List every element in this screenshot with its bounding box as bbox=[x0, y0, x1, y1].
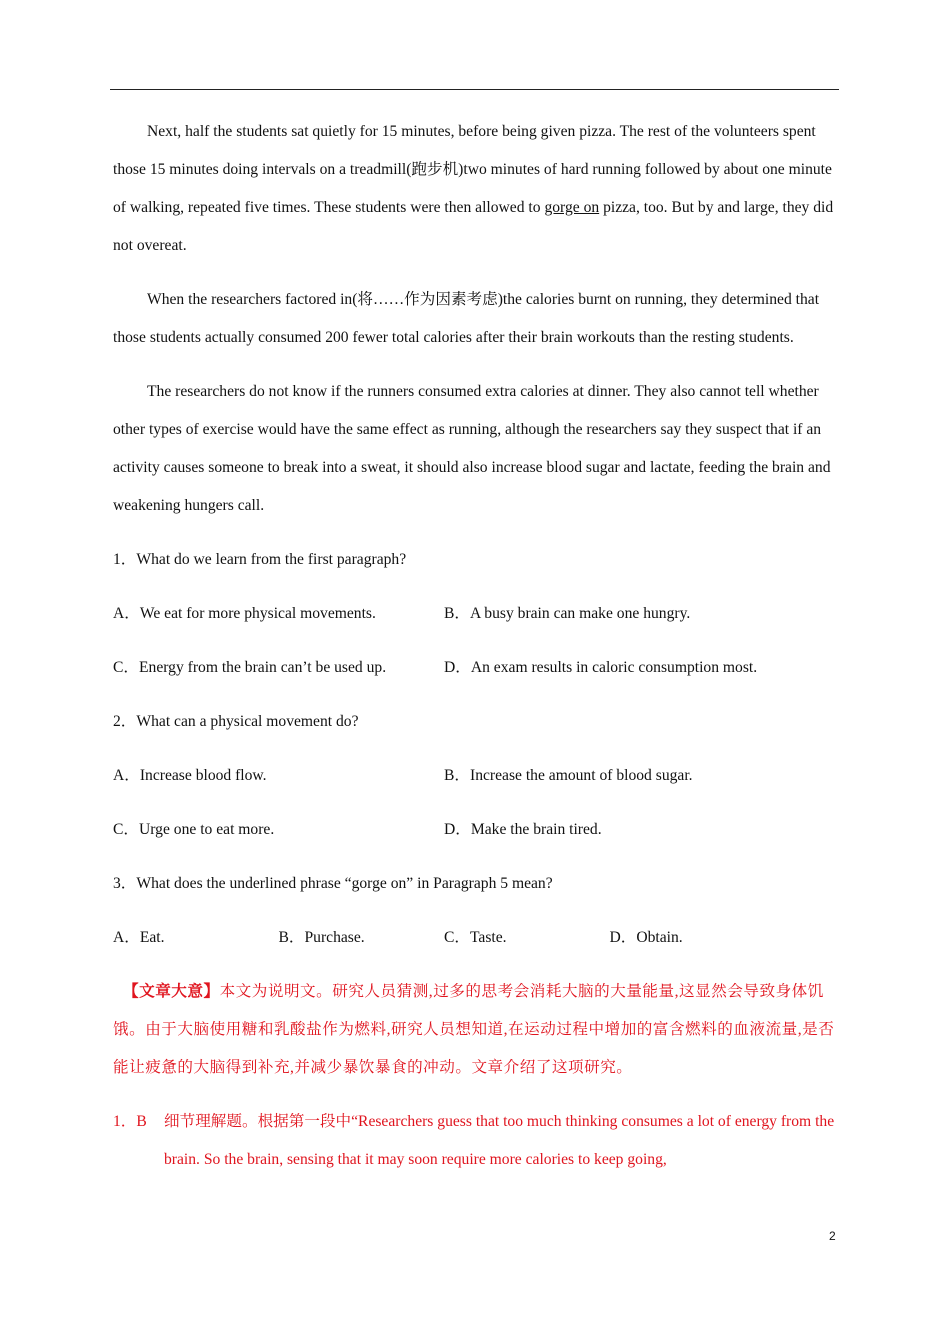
summary-tag: 【文章大意】 bbox=[123, 983, 220, 1000]
paragraph-7: The researchers do not know if the runners consumed extra calories at dinner. They also cannot tell whether other types of exercise would have the same effect as running, although the researchers say they suspect that if an activity causes someone to break into a sweat, it should also increase blood sugar and lactate, feeding the brain and weakening hungers call. bbox=[113, 383, 831, 514]
summary-text: 本文为说明文。研究人员猜测,过多的思考会消耗大脑的大量能量,这显然会导致身体饥饿。由于大脑使用糖和乳酸盐作为燃料,研究人员想知道,在运动过程中增加的富含燃料的血液流量,是否能让疲惫的大脑得到补充,并减少暴饮暴食的冲动。文章介绍了这项研究。 bbox=[113, 983, 835, 1076]
answer-1-number: 1．B bbox=[113, 1113, 147, 1130]
paragraph-5 bbox=[113, 113, 835, 265]
question-3-options bbox=[113, 919, 835, 957]
question-1-stem: 1．What do we learn from the first paragraph? bbox=[113, 551, 407, 568]
question-1-options bbox=[113, 595, 835, 687]
question-2-option-d: D．Make the brain tired. bbox=[444, 821, 602, 838]
question-2-stem: 2．What can a physical movement do? bbox=[113, 713, 359, 730]
answer-1 bbox=[113, 1103, 835, 1179]
question-1-option-d: D．An exam results in caloric consumption most. bbox=[444, 659, 758, 676]
question-2-option-c: C．Urge one to eat more. bbox=[113, 821, 275, 838]
question-3-stem: 3．What does the underlined phrase “gorge on” in Paragraph 5 mean? bbox=[113, 875, 553, 892]
question-2-option-b: B．Increase the amount of blood sugar. bbox=[444, 767, 693, 784]
question-2-option-a: A．Increase blood flow. bbox=[113, 767, 267, 784]
question-3-option-c: C．Taste. bbox=[444, 929, 507, 946]
document-body bbox=[113, 113, 835, 1179]
answer-1-explanation: 细节理解题。根据第一段中“Researchers guess that too much thinking consumes a lot of energy from the brain. So the brain, sensing that it may soon require more calories to keep going, bbox=[164, 1113, 835, 1168]
paragraph-5-text-start: Next, half the students sat quietly for 15 minutes, before being given pizza. The rest of the volunteers spent those 15 minutes doing intervals on a treadmill(跑步机)two minutes of hard running followed by about one minute of walking, repeated five times. These students were then allowed to bbox=[113, 123, 832, 216]
question-1-option-c: C．Energy from the brain can’t be used up. bbox=[113, 659, 387, 676]
paragraph-5-text-end: pizza, too. But by and large, they did not overeat. bbox=[113, 199, 834, 254]
header-rule bbox=[110, 89, 839, 90]
question-1-option-a: A．We eat for more physical movements. bbox=[113, 605, 376, 622]
page-number: 2 bbox=[829, 1229, 836, 1243]
question-3-option-a: A．Eat. bbox=[113, 929, 165, 946]
question-2-options bbox=[113, 757, 835, 849]
question-3-option-d: D．Obtain. bbox=[609, 929, 683, 946]
question-3-option-b: B．Purchase. bbox=[278, 929, 365, 946]
question-1-option-b: B．A busy brain can make one hungry. bbox=[444, 605, 691, 622]
article-summary bbox=[113, 973, 835, 1087]
paragraph-6: When the researchers factored in(将……作为因素考虑)the calories burnt on running, they determined that those students actually consumed 200 fewer total calories after their brain workouts than the resting students. bbox=[113, 291, 820, 346]
underlined-phrase: gorge on bbox=[544, 199, 600, 216]
